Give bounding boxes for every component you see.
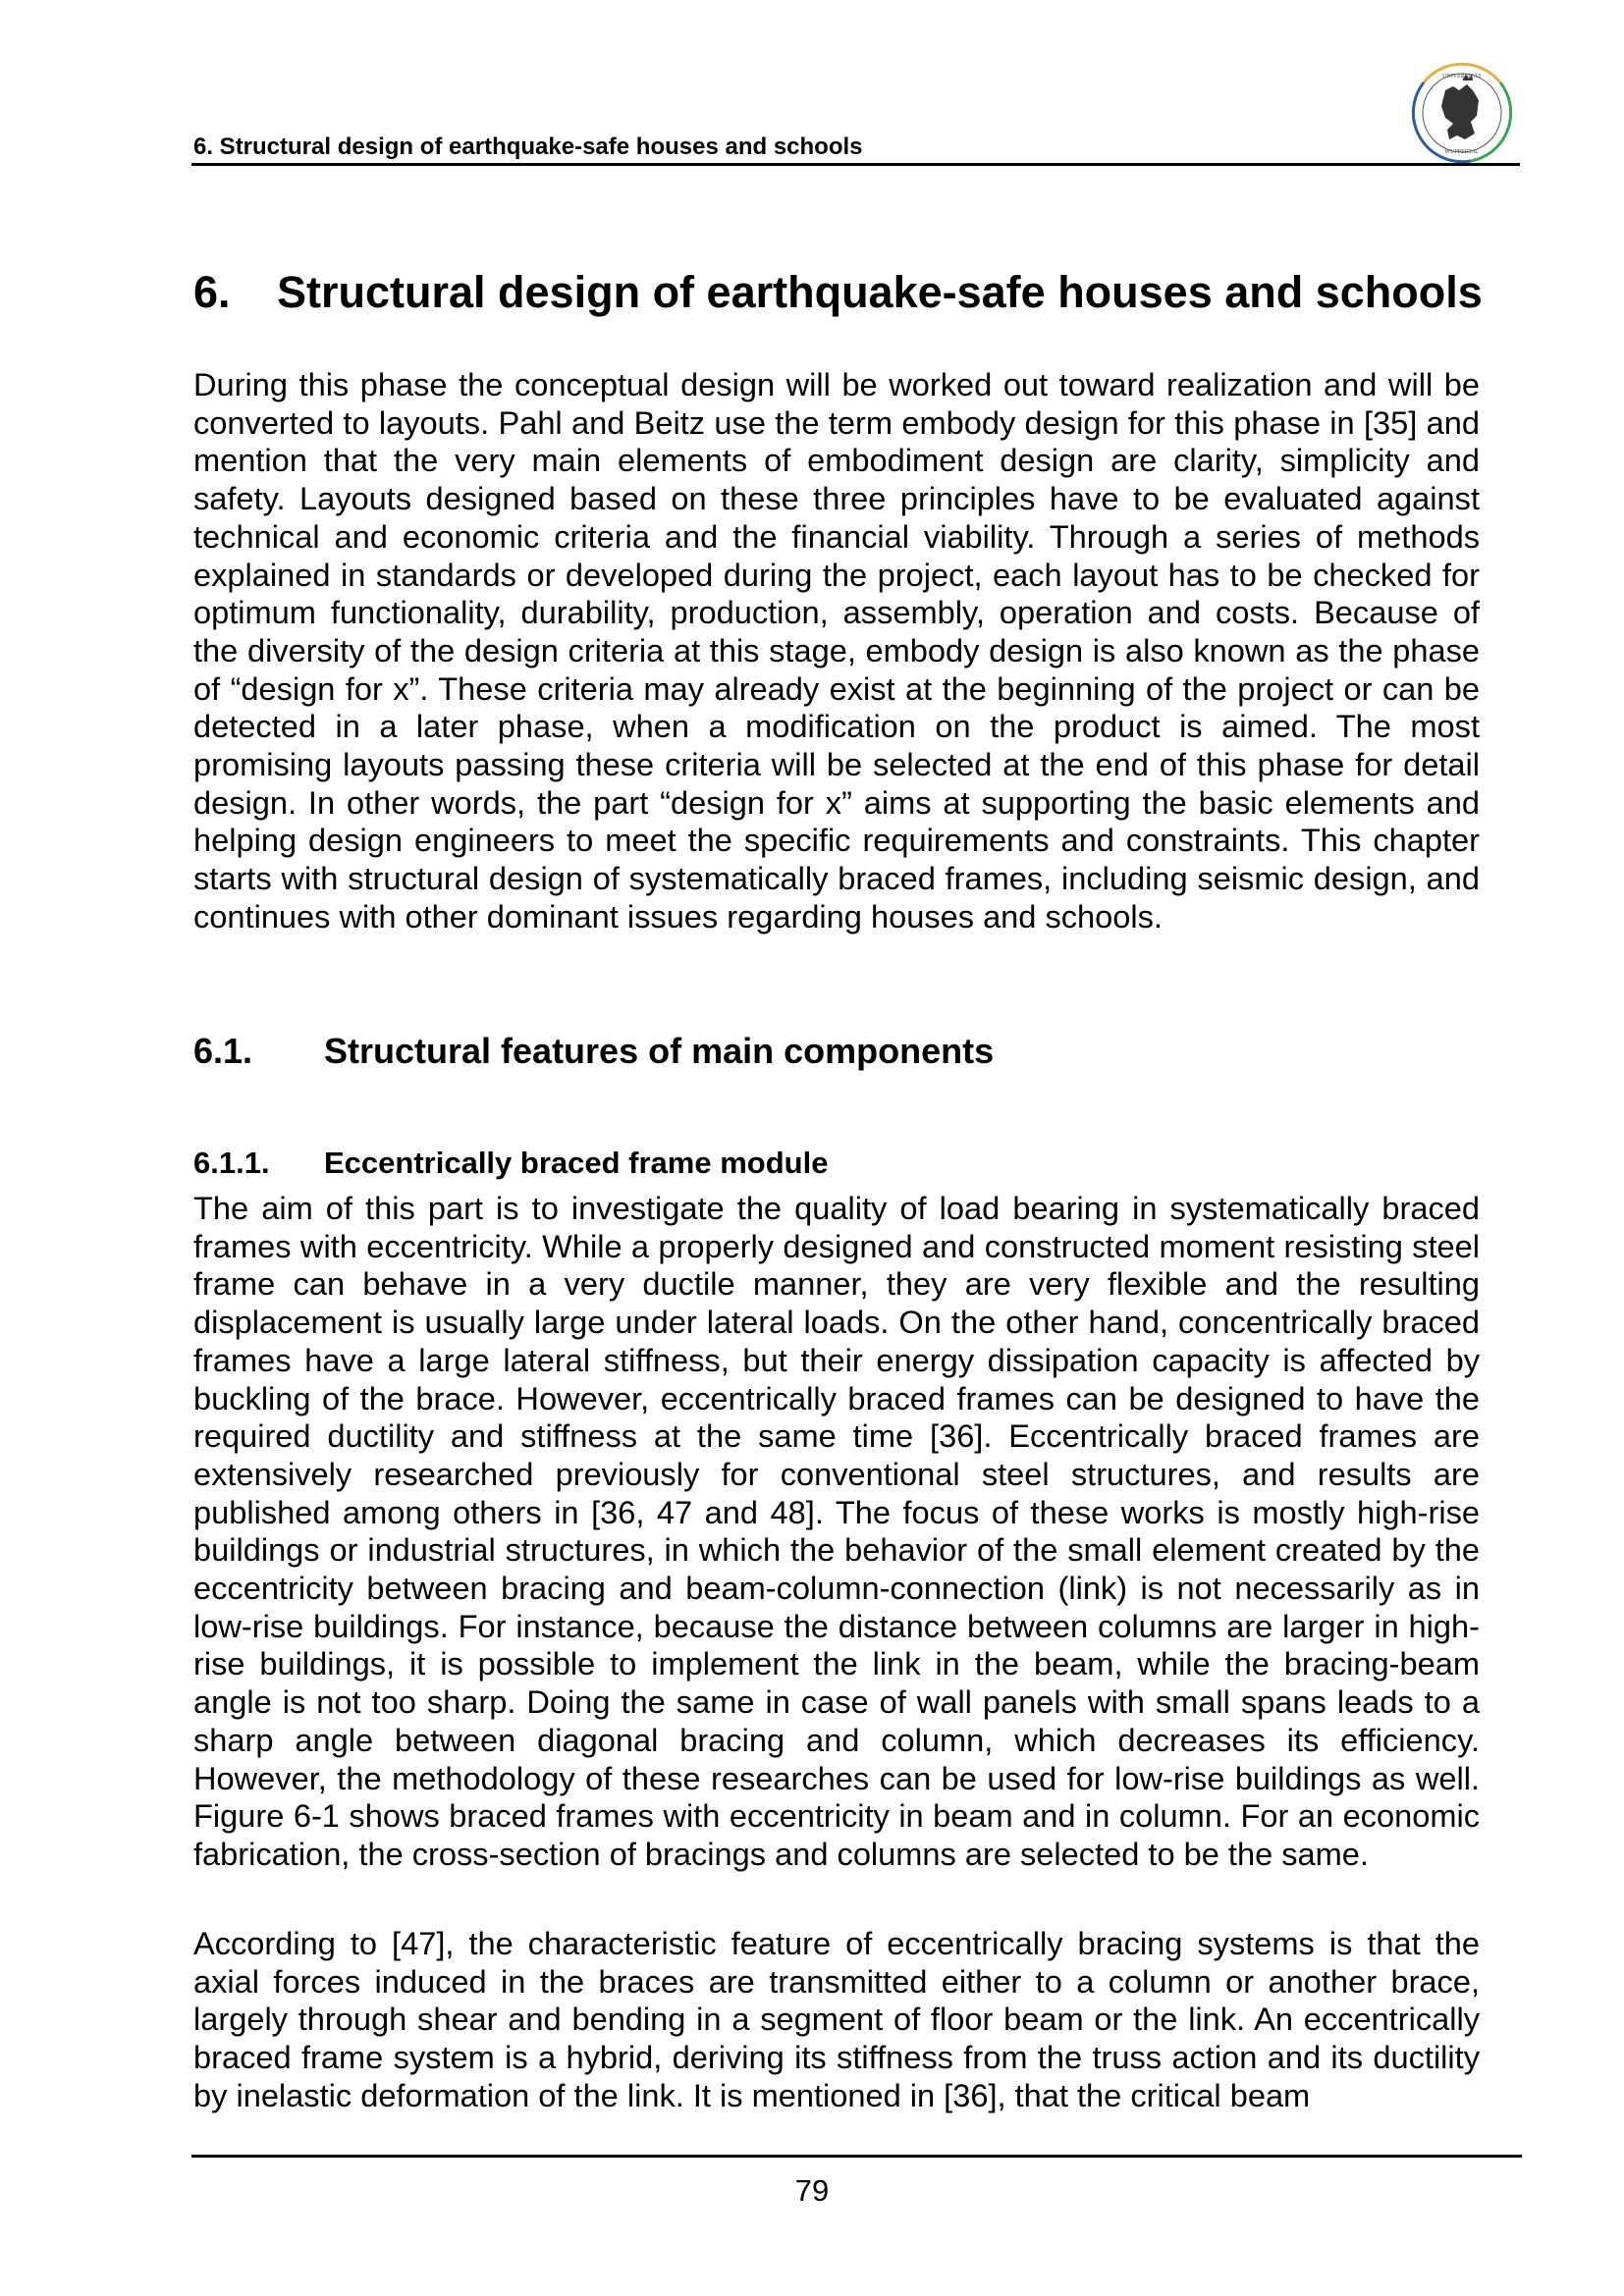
intro-paragraph: During this phase the conceptual design will be worked out toward realization and will be converted to layouts. Pahl and Beitz use the term embody design for this phase in [35] and mention that the very main elements of embodiment design are clarity, simplicity and safety. Layouts designed based on these three principles have to be evaluated against technical and economic criteria and the financial viability. Through a series of methods explained in standards or developed during the project, each layout has to be checked for optimum functionality, durability, production, assembly, operation and costs. Because of the diversity of the design criteria at this stage, embody design is also known as the phase of “design for x”. These criteria may already exist at the beginning of the project or can be detected in a later phase, when a modification on the product is aimed. The most promising layouts passing these criteria will be selected at the end of this phase for detail design. In other words, the part “design for x” aims at supporting the basic elements and helping design engineers to meet the specific requirements and constraints. This chapter starts with structural design of systematically braced frames, including seismic design, and continues with other dominant issues regarding houses and schools. <box>193 366 1480 934</box>
header-divider <box>191 163 1520 166</box>
section-title <box>193 1031 994 1072</box>
section-number: 6.1. <box>193 1031 253 1071</box>
page-number: 79 <box>794 2173 830 2208</box>
subsection-title <box>193 1146 828 1181</box>
section-title-text: Structural features of main components <box>324 1031 995 1071</box>
footer-divider <box>191 2155 1522 2158</box>
university-seal-icon <box>1402 61 1522 165</box>
chapter-title <box>193 267 1483 318</box>
svg-text:WUPPERTAL: WUPPERTAL <box>1444 149 1480 155</box>
running-header: 6. Structural design of earthquake-safe houses and schools <box>193 133 863 160</box>
subsection-number: 6.1.1. <box>193 1146 270 1180</box>
ebf-paragraph-2: According to [47], the characteristic feature of eccentrically bracing systems is that the axial forces induced in the braces are transmitted either to a column or another brace, largely through shear and bending in a segment of floor beam or the link. An eccentrically braced frame system is a hybrid, deriving its stiffness from the truss action and its ductility by inelastic deformation of the link. It is mentioned in [36], that the critical beam <box>193 1925 1480 2113</box>
svg-text:UNIVERSITÄT: UNIVERSITÄT <box>1442 74 1482 80</box>
subsection-title-text: Eccentrically braced frame module <box>324 1146 829 1180</box>
chapter-title-text: Structural design of earthquake-safe houses and schools <box>277 267 1483 317</box>
chapter-number: 6. <box>193 267 231 317</box>
ebf-paragraph-1: The aim of this part is to investigate the quality of load bearing in systematically braced frames with eccentricity. While a properly designed and constructed moment resisting steel frame can behave in a very ductile manner, they are very flexible and the resulting displacement is usually large under lateral loads. On the other hand, concentrically braced frames have a large lateral stiffness, but their energy dissipation capacity is affected by buckling of the brace. However, eccentrically braced frames can be designed to have the required ductility and stiffness at the same time [36]. Eccentrically braced frames are extensively researched previously for conventional steel structures, and results are published among others in [36, 47 and 48]. The focus of these works is mostly high-rise buildings or industrial structures, in which the behavior of the small element created by the eccentricity between bracing and beam-column-connection (link) is not necessarily as in low-rise buildings. For instance, because the distance between columns are larger in high-rise buildings, it is possible to implement the link in the beam, while the bracing-beam angle is not too sharp. Doing the same in case of wall panels with small spans leads to a sharp angle between diagonal bracing and column, which decreases its efficiency. However, the methodology of these researches can be used for low-rise buildings as well. Figure 6-1 shows braced frames with eccentricity in beam and in column. For an economic fabrication, the cross-section of bracings and columns are selected to be the same. <box>193 1190 1480 1872</box>
